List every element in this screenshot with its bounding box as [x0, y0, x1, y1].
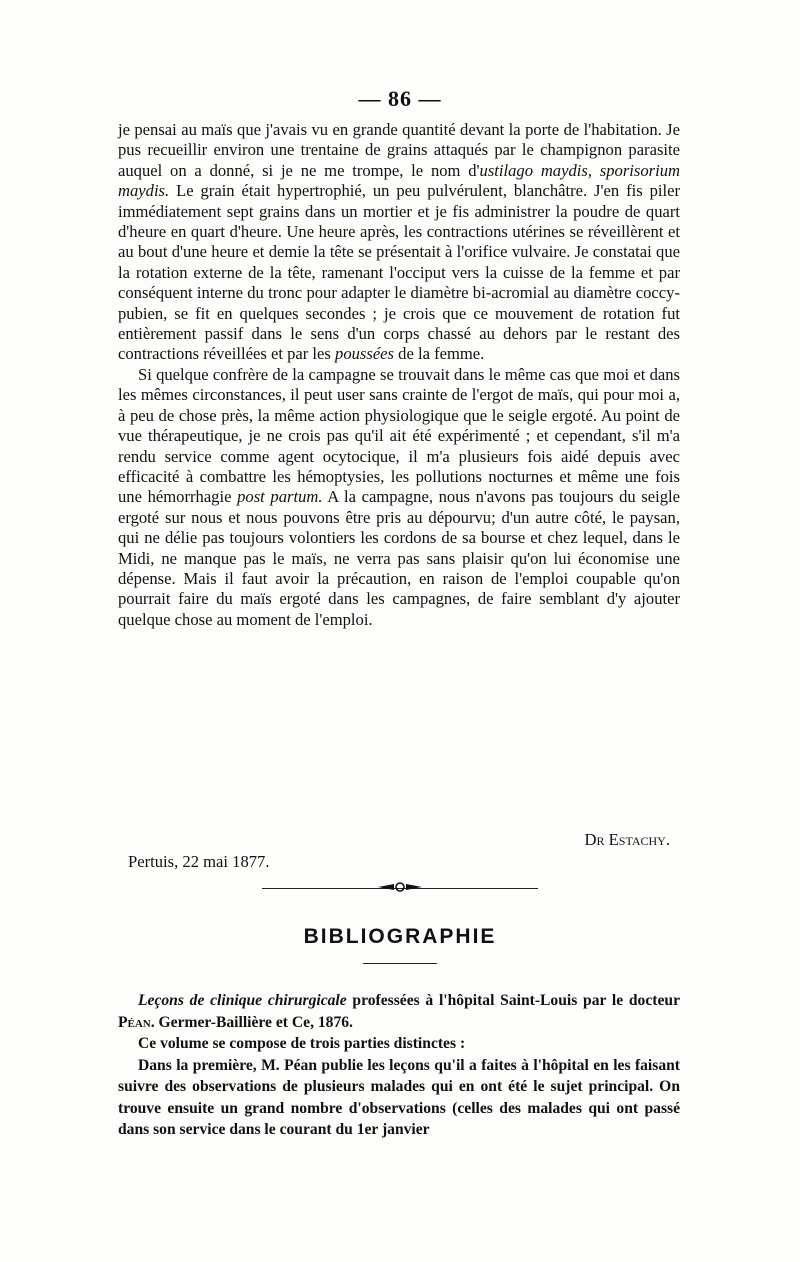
paragraph-1 — [118, 120, 680, 365]
paragraph-2-italic-post-partum: post partum. — [237, 487, 323, 507]
page-number: — 86 — — [358, 86, 442, 111]
bibliography-body — [118, 990, 680, 1141]
signature-block — [118, 830, 680, 870]
article-body — [118, 120, 680, 630]
book-title: Leçons de clinique chirurgicale — [138, 992, 347, 1009]
title-underline — [363, 963, 437, 964]
paragraph-2-text-b: A la campagne, nous n'avons pas toujours du seigle ergoté sur nous et nous pouvons être pris au dépourvu; d'un autre côté, le paysan, qui ne délie pas toujours volontiers les cordons de sa bourse et chez lequel, dans le Midi, ne manque pas le maïs, ne verra pas sans plaisir qu'on lui économise une dépense. Mais il faut avoir la précaution, en raison de l'emploi coupable qu'on pourrait faire du maïs ergoté dans les campagnes, de faire semblant d'y ajouter quelque chose au moment de l'emploi. — [118, 487, 681, 629]
author-signature: Dr Estachy. — [584, 830, 670, 849]
place-date: Pertuis, 22 mai 1877. — [128, 852, 270, 871]
reference-text-b: . Germer-Baillière et Ce, 1876. — [150, 1013, 353, 1031]
biblio-paragraph-2: Ce volume se compose de trois parties distinctes : — [138, 1035, 466, 1052]
paragraph-1-text-c: de la femme. — [394, 344, 485, 364]
paragraph-2-text-a: Si quelque confrère de la campagne se trouvait dans le même cas que moi et dans les mêmes circonstances, il peut user sans crainte de l'ergot de maïs, qui pour moi a, à peu de chose près, la même action physiologique que le seigle ergoté. Au point de vue thérapeutique, je ne crois pas qu'il ait été expérimenté ; et cependant, s'il m'a rendu service comme agent ocytocique, il m'a plusieurs fois aidé depuis avec efficacité à combattre les hémoptysies, les pollutions nocturnes et même une fois une hémorrhagie — [118, 364, 680, 507]
section-title: BIBLIOGRAPHIE — [303, 925, 497, 948]
paragraph-1-text-b: Le grain était hypertrophié, un peu pulvérulent, blanchâtre. J'en fis piler immédiatement sept grains dans un mortier et je fis administrer la poudre de quart d'heure en quart d'heure. Une heure après, les contractions utérines se réveillèrent et au bout d'une heure et demie la tête se présentait à l'orifice vulvaire. Je constatai que la rotation externe de la tête, ramenant l'occiput vers la cuisse de la femme et par conséquent interne du tronc pour adapter le diamètre bi-acromial au diamètre coccy-pubien, se fit en quelques secondes ; je crois que ce mouvement de rotation fut entièrement passif dans le sens d'un corps chassé au dehors par le restant des contractions réveillées et par les — [118, 181, 680, 364]
biblio-paragraph-3: Dans la première, M. Péan publie les leçons qu'il a faites à l'hôpital en les faisant suivre des observations de plusieurs malades qui en ont été le sujet principal. On trouve ensuite un grand nombre d'observations (celles des malades qui ont passé dans son service dans le courant du 1er janvier — [118, 1056, 680, 1138]
paragraph-1-text-a: je pensai au maïs que j'avais vu en grande quantité devant la porte de l'habitation. Je pus recueillir environ une trentaine de grains attaqués par le champignon parasite auquel on a donné, si je ne me trompe, le nom d' — [118, 120, 680, 180]
paragraph-2 — [118, 365, 680, 630]
paragraph-1-italic-poussees: poussées — [335, 344, 395, 364]
divider-ornament — [376, 880, 424, 894]
biblio-reference — [118, 990, 680, 1033]
paragraph-1-italic-species: ustilago maydis, sporisorium maydis. — [118, 160, 680, 201]
reference-text-a: professées à l'hôpital Saint-Louis par le docteur — [346, 992, 680, 1009]
reference-author: Péan — [118, 1013, 151, 1031]
